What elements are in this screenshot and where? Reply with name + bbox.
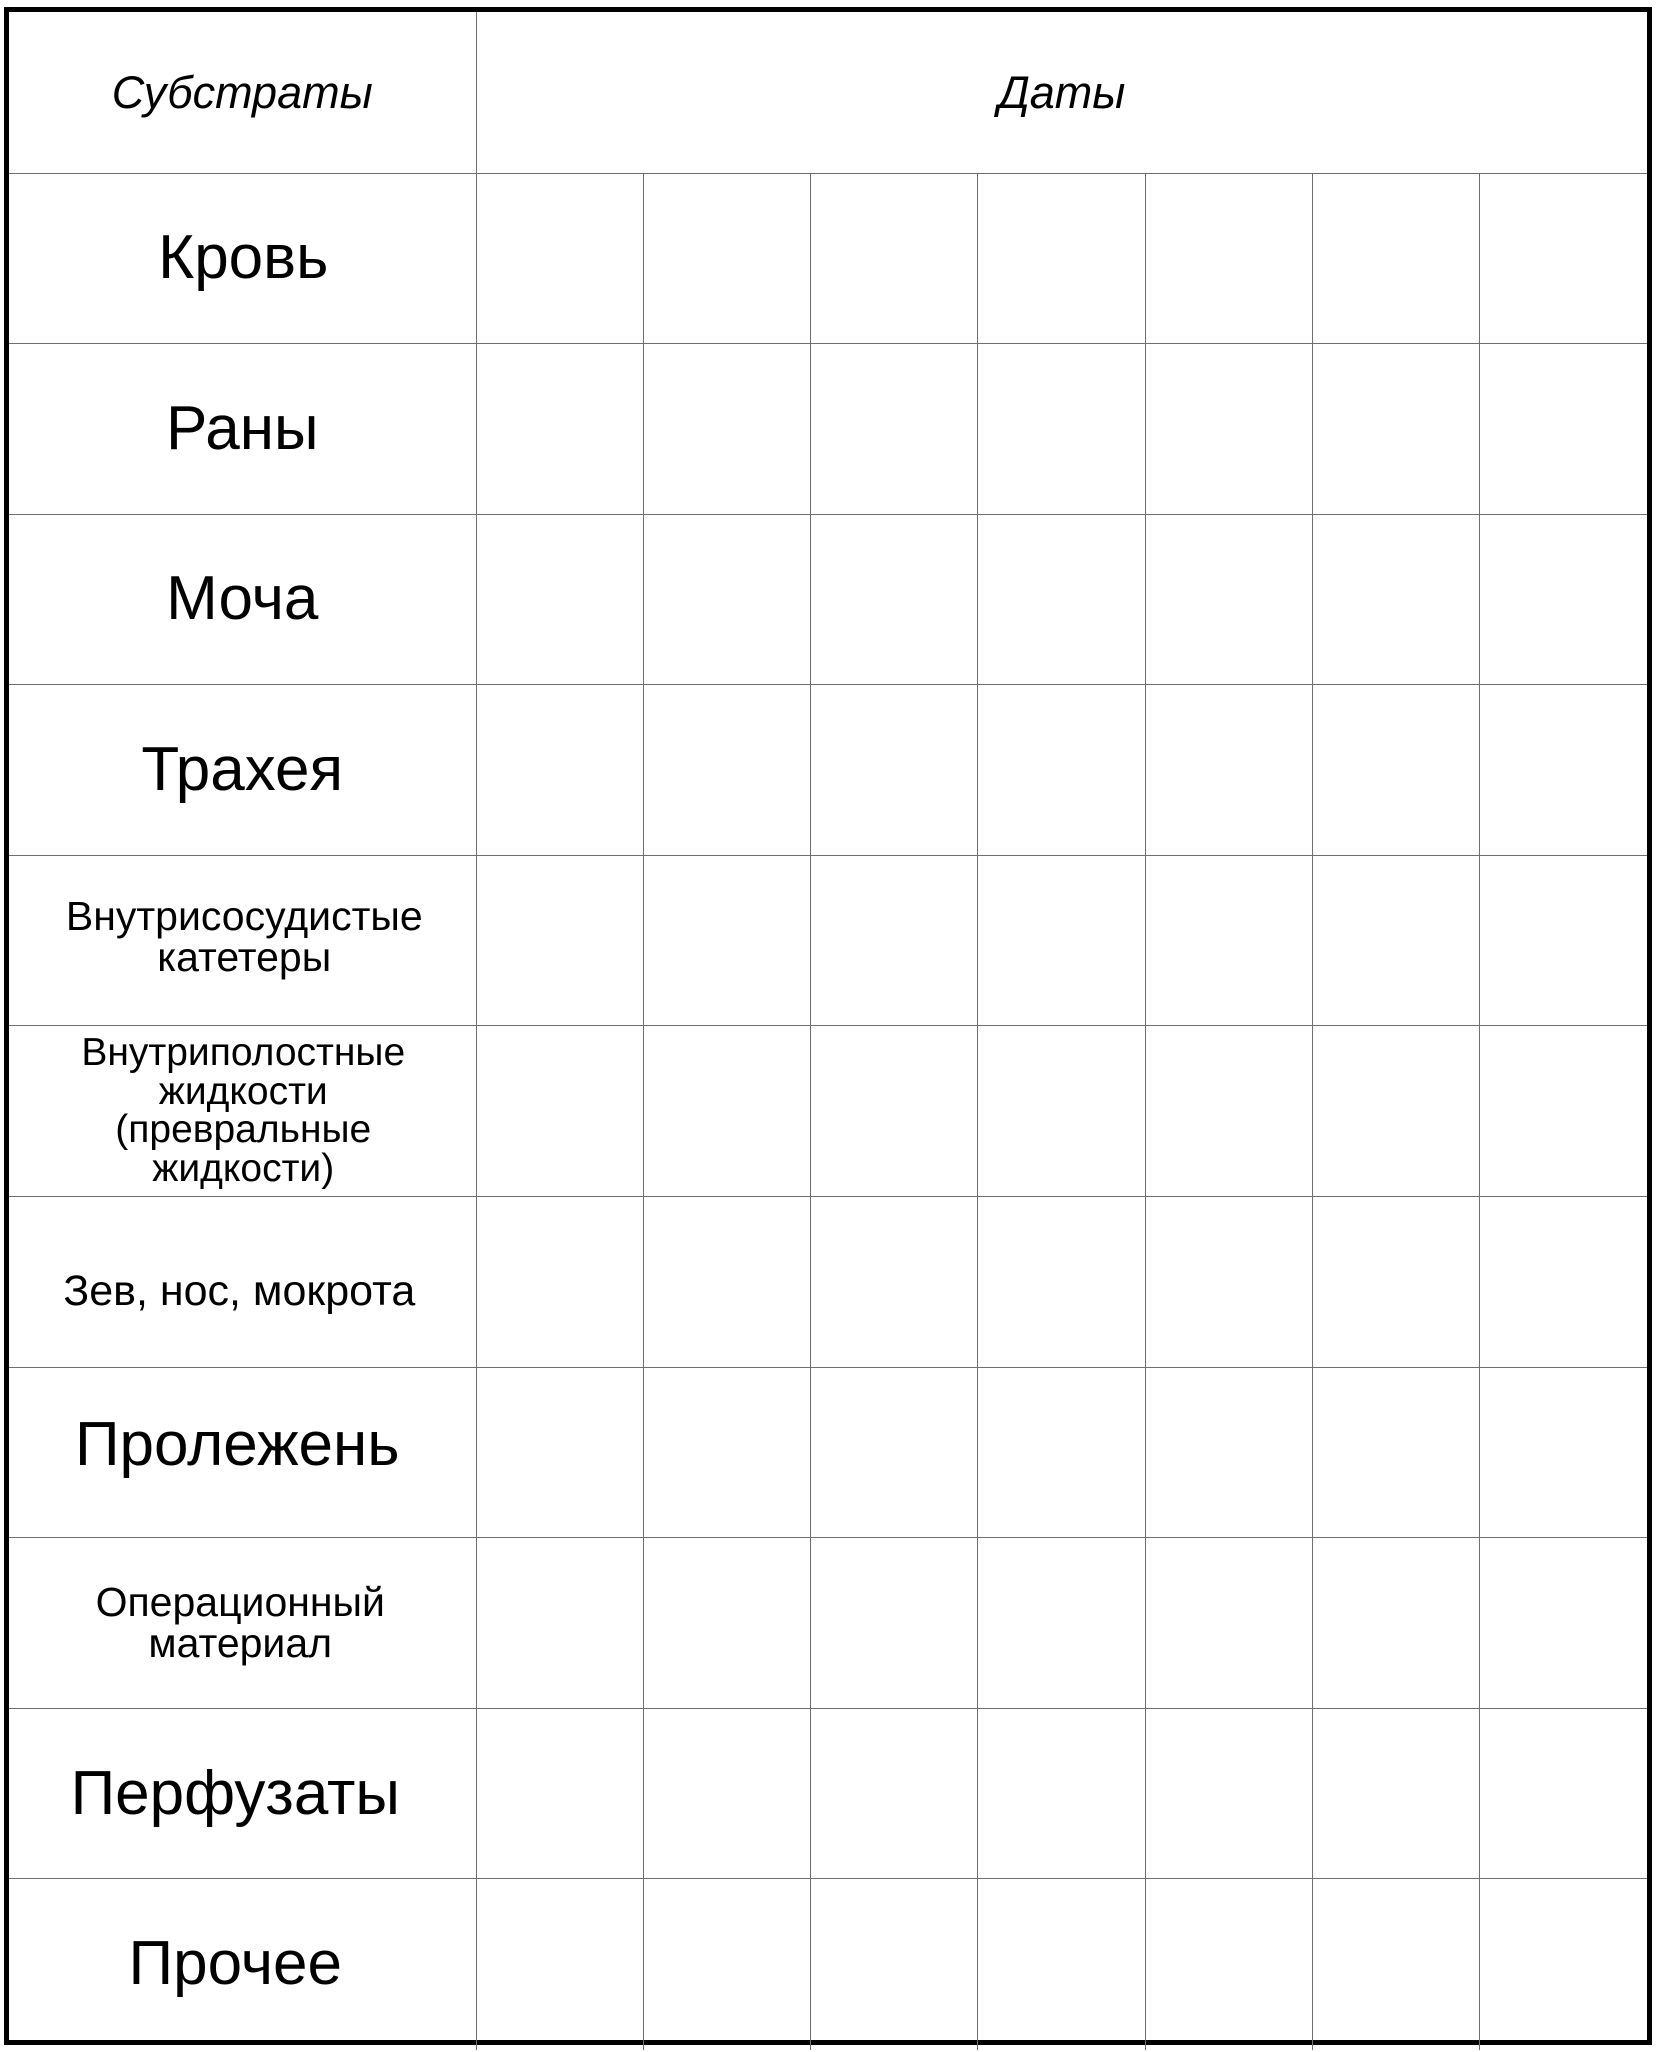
date-cell[interactable] — [978, 1367, 1145, 1538]
label-line: катетеры — [157, 933, 332, 980]
date-cell[interactable] — [1312, 1538, 1479, 1709]
substrate-label — [9, 1708, 476, 1879]
date-cell[interactable] — [476, 1879, 643, 2050]
date-cell[interactable] — [476, 1026, 643, 1197]
date-cell[interactable] — [476, 1538, 643, 1709]
substrate-label-text: Трахея — [141, 735, 344, 805]
date-cell[interactable] — [978, 1538, 1145, 1709]
substrate-label-text: Раны — [165, 393, 319, 463]
date-cell[interactable] — [643, 1538, 810, 1709]
date-cell[interactable] — [811, 1879, 978, 2050]
date-cell[interactable] — [1480, 1197, 1647, 1368]
substrate-label — [9, 514, 476, 685]
date-cell[interactable] — [1145, 1708, 1312, 1879]
date-cell[interactable] — [643, 344, 810, 515]
date-cell[interactable] — [476, 685, 643, 856]
date-cell[interactable] — [811, 1197, 978, 1368]
table-row-cavity-fluids — [9, 1026, 1647, 1197]
table-row-other — [9, 1879, 1647, 2050]
date-cell[interactable] — [643, 173, 810, 344]
date-cell[interactable] — [1145, 1538, 1312, 1709]
date-cell[interactable] — [978, 1708, 1145, 1879]
substrate-label — [9, 1538, 476, 1709]
date-cell[interactable] — [1312, 685, 1479, 856]
date-cell[interactable] — [643, 1026, 810, 1197]
date-cell[interactable] — [476, 344, 643, 515]
date-cell[interactable] — [1312, 514, 1479, 685]
date-cell[interactable] — [1312, 1026, 1479, 1197]
date-cell[interactable] — [978, 855, 1145, 1026]
table-row-bedsore — [9, 1367, 1647, 1538]
substrate-label-text: Перфузаты — [70, 1758, 400, 1828]
date-cell[interactable] — [978, 1879, 1145, 2050]
label-line: жидкости — [158, 1069, 328, 1113]
substrate-label-text — [81, 1031, 406, 1190]
date-cell[interactable] — [643, 1367, 810, 1538]
substrate-label-text: Пролежень — [74, 1410, 400, 1480]
date-cell[interactable] — [476, 1197, 643, 1368]
date-cell[interactable] — [476, 1708, 643, 1879]
date-cell[interactable] — [811, 1708, 978, 1879]
date-cell[interactable] — [1145, 1879, 1312, 2050]
date-cell[interactable] — [1480, 1879, 1647, 2050]
label-line: (превральные — [115, 1108, 372, 1152]
date-cell[interactable] — [1312, 173, 1479, 344]
date-cell[interactable] — [811, 1538, 978, 1709]
date-cell[interactable] — [811, 344, 978, 515]
date-cell[interactable] — [811, 1367, 978, 1538]
label-line: материал — [148, 1620, 333, 1667]
label-line: Внутриполостные — [81, 1031, 406, 1075]
table-row-urine — [9, 514, 1647, 685]
table-row-catheters — [9, 855, 1647, 1026]
date-cell[interactable] — [476, 173, 643, 344]
substrate-label-text: Зев, нос, мокрота — [63, 1267, 416, 1316]
label-line: Внутрисосудистые — [65, 892, 423, 939]
date-cell[interactable] — [978, 344, 1145, 515]
date-cell[interactable] — [811, 173, 978, 344]
date-cell[interactable] — [476, 514, 643, 685]
date-cell[interactable] — [643, 1197, 810, 1368]
substrate-label — [9, 1026, 476, 1197]
date-cell[interactable] — [811, 855, 978, 1026]
date-cell[interactable] — [643, 685, 810, 856]
date-cell[interactable] — [1312, 1879, 1479, 2050]
substrates-header: Субстраты — [9, 12, 476, 173]
label-line: жидкости) — [152, 1146, 335, 1190]
substrates-dates-table — [9, 12, 1647, 2050]
date-cell[interactable] — [1312, 1197, 1479, 1368]
table-row-trachea — [9, 685, 1647, 856]
date-cell[interactable] — [1480, 855, 1647, 1026]
date-cell[interactable] — [978, 173, 1145, 344]
substrate-label-text: Прочее — [128, 1929, 342, 1999]
registration-form — [4, 7, 1652, 2045]
substrate-label-text: Моча — [166, 564, 319, 634]
table-row-perfusates — [9, 1708, 1647, 1879]
table-row-wounds — [9, 344, 1647, 515]
date-cell[interactable] — [643, 514, 810, 685]
date-cell[interactable] — [811, 1026, 978, 1197]
date-cell[interactable] — [1480, 685, 1647, 856]
date-cell[interactable] — [978, 1026, 1145, 1197]
substrate-label — [9, 173, 476, 344]
date-cell[interactable] — [1480, 1708, 1647, 1879]
substrate-label-text — [95, 1579, 385, 1667]
date-cell[interactable] — [1145, 514, 1312, 685]
substrate-label-text — [65, 892, 423, 980]
table-row-throat-nose-sputum — [9, 1197, 1647, 1368]
date-cell[interactable] — [978, 514, 1145, 685]
date-cell[interactable] — [1480, 1026, 1647, 1197]
date-cell[interactable] — [1480, 344, 1647, 515]
date-cell[interactable] — [1480, 1367, 1647, 1538]
date-cell[interactable] — [1145, 685, 1312, 856]
table-row-surgical-material — [9, 1538, 1647, 1709]
table-row-blood — [9, 173, 1647, 344]
date-cell[interactable] — [1480, 1538, 1647, 1709]
date-cell[interactable] — [811, 685, 978, 856]
date-cell[interactable] — [476, 855, 643, 1026]
date-cell[interactable] — [978, 1197, 1145, 1368]
date-cell[interactable] — [476, 1367, 643, 1538]
date-cell[interactable] — [643, 855, 810, 1026]
date-cell[interactable] — [1145, 1197, 1312, 1368]
date-cell[interactable] — [978, 685, 1145, 856]
substrate-label-text: Кровь — [158, 223, 329, 293]
date-cell[interactable] — [1145, 1367, 1312, 1538]
substrate-label — [9, 344, 476, 515]
substrate-label — [9, 1197, 476, 1368]
date-cell[interactable] — [1312, 1708, 1479, 1879]
date-cell[interactable] — [1145, 1026, 1312, 1197]
date-cell[interactable] — [1312, 855, 1479, 1026]
substrate-label — [9, 855, 476, 1026]
dates-header: Даты — [476, 12, 1647, 173]
substrate-label — [9, 1367, 476, 1538]
date-cell[interactable] — [1480, 173, 1647, 344]
label-line: Операционный — [95, 1579, 385, 1626]
substrate-label — [9, 685, 476, 856]
date-cell[interactable] — [1480, 514, 1647, 685]
date-cell[interactable] — [643, 1708, 810, 1879]
date-cell[interactable] — [811, 514, 978, 685]
date-cell[interactable] — [643, 1879, 810, 2050]
date-cell[interactable] — [1312, 1367, 1479, 1538]
date-cell[interactable] — [1312, 344, 1479, 515]
substrate-label — [9, 1879, 476, 2050]
date-cell[interactable] — [1145, 173, 1312, 344]
date-cell[interactable] — [1145, 344, 1312, 515]
date-cell[interactable] — [1145, 855, 1312, 1026]
header-row — [9, 12, 1647, 173]
